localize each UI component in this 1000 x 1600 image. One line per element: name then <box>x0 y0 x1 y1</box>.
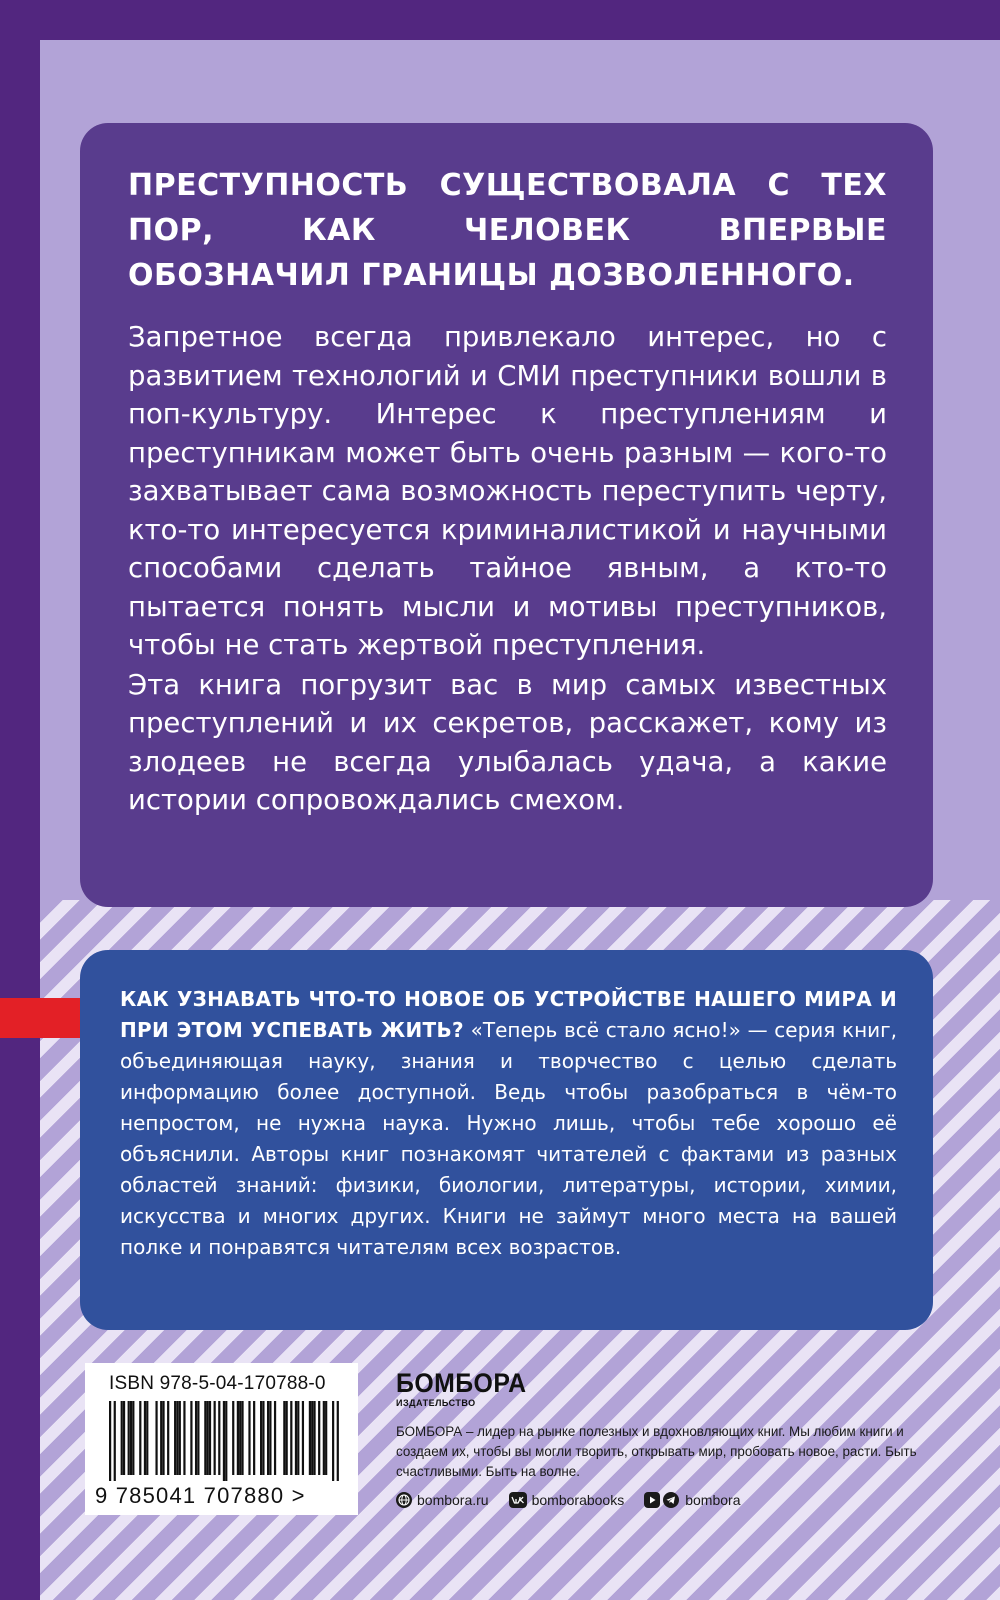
series-text <box>120 984 897 1263</box>
barcode-bar <box>253 1401 255 1475</box>
barcode-bar <box>167 1401 169 1475</box>
barcode-bar <box>114 1401 116 1481</box>
publisher-description: БОМБОРА – лидер на рынке полезных и вдохновляющих книг. Мы любим книги и создаем их, чтобы вы могли творить, открывать мир, пробовать новое, расти. Быть счастливыми. Быть на волне. <box>396 1424 917 1479</box>
barcode-bar <box>121 1401 123 1475</box>
publisher-block <box>396 1368 956 1508</box>
barcode-box <box>85 1363 358 1515</box>
barcode-bar <box>174 1401 176 1475</box>
barcode-bar <box>130 1401 132 1475</box>
description-paragraph-1: Запретное всегда привлекало интерес, но с развитием технологий и СМИ преступники вошли в поп-культуру. Интерес к преступлениям и преступникам может быть очень разным — кого-то захватывает сама возможность переступить черту, кто-то интересуется криминалистикой и научными способами сделать тайное явным, а кто-то пытается понять мысли и мотивы преступников, чтобы не стать жертвой преступления. <box>128 321 887 661</box>
barcode-bar <box>311 1401 313 1475</box>
barcode-bar <box>323 1401 325 1475</box>
barcode-bar <box>337 1401 339 1481</box>
barcode-bar <box>197 1401 199 1475</box>
barcode-bar <box>269 1401 271 1475</box>
barcode-bar <box>325 1401 327 1475</box>
social-label: bomborabooks <box>531 1492 625 1508</box>
isbn-label: ISBN 978-5-04-170788-0 <box>109 1373 326 1394</box>
barcode-bar <box>155 1401 157 1475</box>
barcode-bar <box>179 1401 181 1475</box>
barcode-bar <box>260 1401 262 1475</box>
barcode-bar <box>318 1401 320 1475</box>
series-heading: КАК УЗНАВАТЬ ЧТО-ТО НОВОЕ ОБ УСТРОЙСТВЕ НАШЕГО МИРА И ПРИ ЭТОМ УСПЕВАТЬ ЖИТЬ? <box>120 987 897 1042</box>
barcode-bar <box>176 1401 178 1475</box>
social-links <box>396 1492 956 1508</box>
globe-icon <box>396 1492 412 1508</box>
series-panel <box>80 950 933 1330</box>
vk-icon <box>509 1492 527 1508</box>
barcode-bars <box>109 1401 339 1481</box>
social-link-vk[interactable] <box>509 1492 625 1508</box>
video-telegram-icon <box>644 1492 680 1508</box>
barcode-bar <box>232 1401 234 1475</box>
barcode-digits: 9 785041 707880 > <box>95 1483 306 1508</box>
barcode-bar <box>109 1401 111 1481</box>
barcode-bar <box>295 1401 297 1475</box>
barcode-bar <box>207 1401 209 1475</box>
barcode-bar <box>214 1401 216 1475</box>
barcode-bar <box>262 1401 264 1475</box>
barcode-bar <box>290 1401 292 1475</box>
description-paragraph-2: Эта книга погрузит вас в мир самых известных преступлений и их секретов, расскажет, кому из злодеев не всегда улыбалась удача, а какие истории сопровождались смехом. <box>128 668 887 816</box>
social-link-website[interactable] <box>396 1492 489 1508</box>
barcode-bar <box>248 1401 250 1475</box>
barcode-bar <box>209 1401 211 1475</box>
barcode-bar <box>309 1401 311 1475</box>
barcode-bar <box>267 1401 269 1475</box>
barcode-bar <box>132 1401 134 1475</box>
barcode-bar <box>204 1401 206 1475</box>
barcode-bar <box>286 1401 288 1475</box>
barcode-bar <box>225 1401 227 1481</box>
barcode-bar <box>128 1401 130 1475</box>
barcode-bar <box>162 1401 164 1475</box>
barcode-bar <box>239 1401 241 1475</box>
social-label: bombora <box>685 1492 741 1508</box>
publisher-logo: БОМБОРА <box>396 1368 527 1398</box>
headline: ПРЕСТУПНОСТЬ СУЩЕСТВОВАЛА С ТЕХ ПОР, КАК ЧЕЛОВЕК ВПЕРВЫЕ ОБОЗНАЧИЛ ГРАНИЦЫ ДОЗВОЛЕННОГО. <box>128 168 887 293</box>
barcode-bar <box>146 1401 148 1475</box>
barcode-bar <box>297 1401 299 1475</box>
barcode-bar <box>241 1401 243 1475</box>
description-panel <box>80 123 933 907</box>
barcode-bar <box>283 1401 285 1475</box>
barcode-bar <box>139 1401 141 1475</box>
barcode-bar <box>237 1401 239 1475</box>
series-body: «Теперь всё стало ясно!» — серия книг, объединяющая науку, знания и творчество с целью сделать информацию более доступной. Ведь чтобы разобраться в чём-то непростом, не нужна наука. Нужно лишь, чтобы тебе хорошо её объяснили. Авторы книг познакомят читателей с фактами из разных областей знаний: физики, биологии, литературы, истории, химии, искусства и многих других. Книги не займут много места на вашей полке и понравятся читателям всех возрастов. <box>120 1018 898 1259</box>
barcode-bar <box>183 1401 185 1475</box>
barcode-bar <box>123 1401 125 1475</box>
barcode-bar <box>195 1401 197 1475</box>
barcode-bar <box>274 1401 276 1475</box>
publisher-logo-subtitle: ИЗДАТЕЛЬСТВО <box>396 1398 476 1408</box>
barcode-bar <box>144 1401 146 1475</box>
social-link-telegram[interactable] <box>644 1492 740 1508</box>
barcode-bar <box>160 1401 162 1475</box>
barcode-bar <box>332 1401 334 1481</box>
barcode-bar <box>190 1401 192 1475</box>
social-label: bombora.ru <box>417 1492 489 1508</box>
barcode-bar <box>218 1401 220 1475</box>
barcode-bar <box>223 1401 225 1481</box>
barcode-bar <box>302 1401 304 1475</box>
barcode-bar <box>313 1401 315 1475</box>
